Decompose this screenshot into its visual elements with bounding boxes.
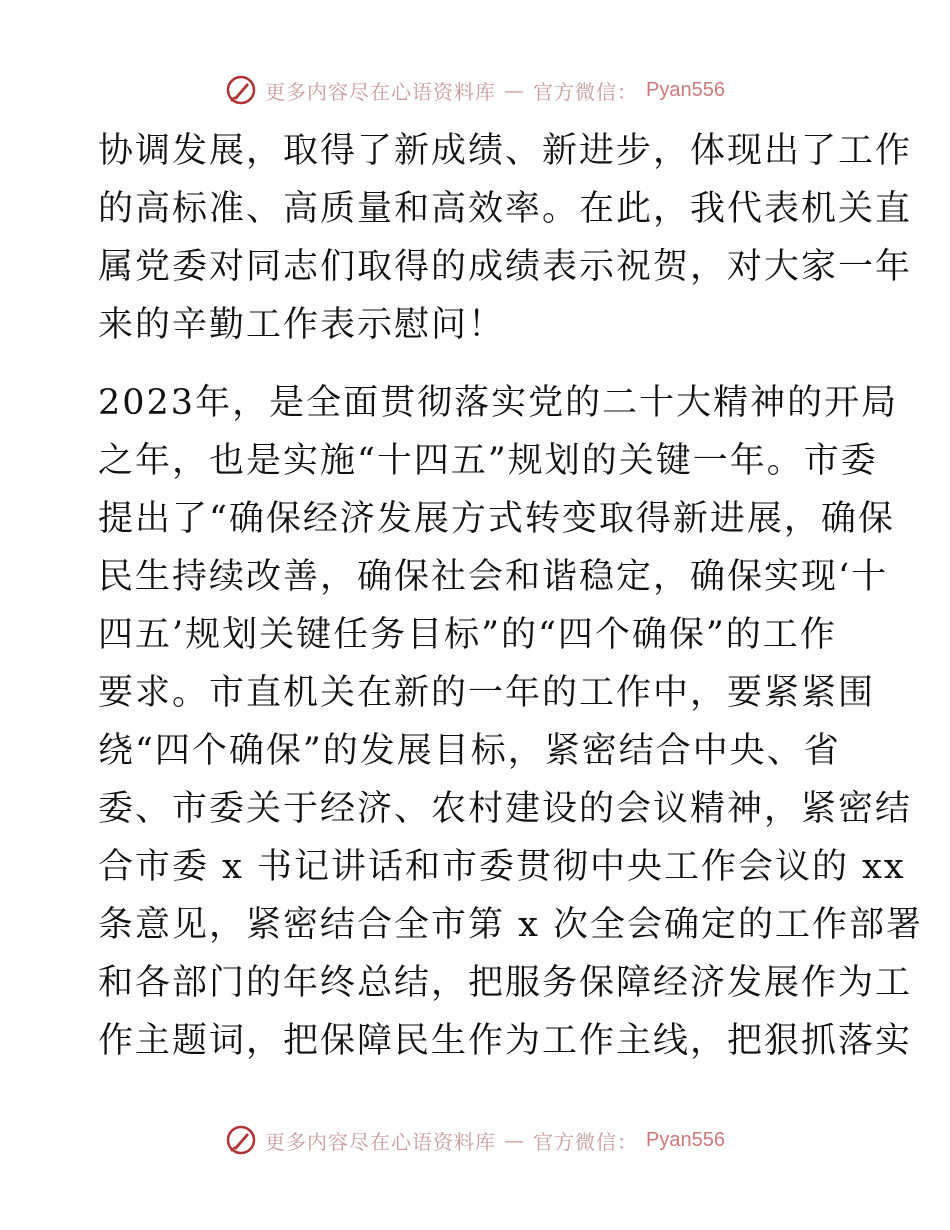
text-line: 四五’规划关键任务目标”的“四个确保”的工作 (98, 615, 837, 655)
watermark-text: 更多内容尽在心语资料库 (265, 79, 497, 104)
text-line: 提出了“确保经济发展方式转变取得新进展，确保 (98, 499, 895, 539)
document-body (98, 122, 923, 1070)
watermark-suffix: 官方微信： (533, 1129, 639, 1154)
watermark-brand: Pyan556 (646, 78, 725, 101)
header-watermark (0, 70, 950, 110)
watermark-separator: — (504, 78, 526, 102)
quill-logo-icon (225, 74, 257, 106)
text-line: 合市委 x 书记讲话和市委贯彻中央工作会议的 xx (98, 847, 906, 887)
text-line: 之年，也是实施“十四五”规划的关键一年。市委 (98, 441, 878, 481)
text-line: 民生持续改善，确保社会和谐稳定，确保实现‘十 (98, 557, 889, 597)
quill-logo-icon (225, 1124, 257, 1156)
watermark-suffix: 官方微信： (533, 79, 639, 104)
text-line: 2023年，是全面贯彻落实党的二十大精神的开局 (98, 383, 899, 423)
watermark-brand: Pyan556 (646, 1128, 725, 1151)
text-line: 和各部门的年终总结，把服务保障经济发展作为工 (98, 963, 913, 1003)
text-line: 来的辛勤工作表示慰问！ (98, 305, 506, 345)
text-line: 属党委对同志们取得的成绩表示祝贺，对大家一年 (98, 247, 913, 287)
text-line: 委、市委关于经济、农村建设的会议精神，紧密结 (98, 789, 913, 829)
paragraph-2 (98, 374, 923, 1070)
footer-watermark (0, 1120, 950, 1160)
paragraph-gap (98, 354, 858, 374)
text-line: 协调发展，取得了新成绩、新进步，体现出了工作 (98, 131, 913, 171)
text-line: 绕“四个确保”的发展目标，紧密结合中央、省 (98, 731, 841, 771)
watermark-separator: — (504, 1128, 526, 1152)
text-line: 条意见，紧密结合全市第 x 次全会确定的工作部署 (98, 905, 923, 945)
text-line: 的高标准、高质量和高效率。在此，我代表机关直 (98, 189, 913, 229)
text-line: 作主题词，把保障民生作为工作主线，把狠抓落实 (98, 1021, 913, 1061)
text-line: 要求。市直机关在新的一年的工作中，要紧紧围 (98, 673, 876, 713)
paragraph-1 (98, 122, 913, 354)
watermark-text: 更多内容尽在心语资料库 (265, 1129, 497, 1154)
